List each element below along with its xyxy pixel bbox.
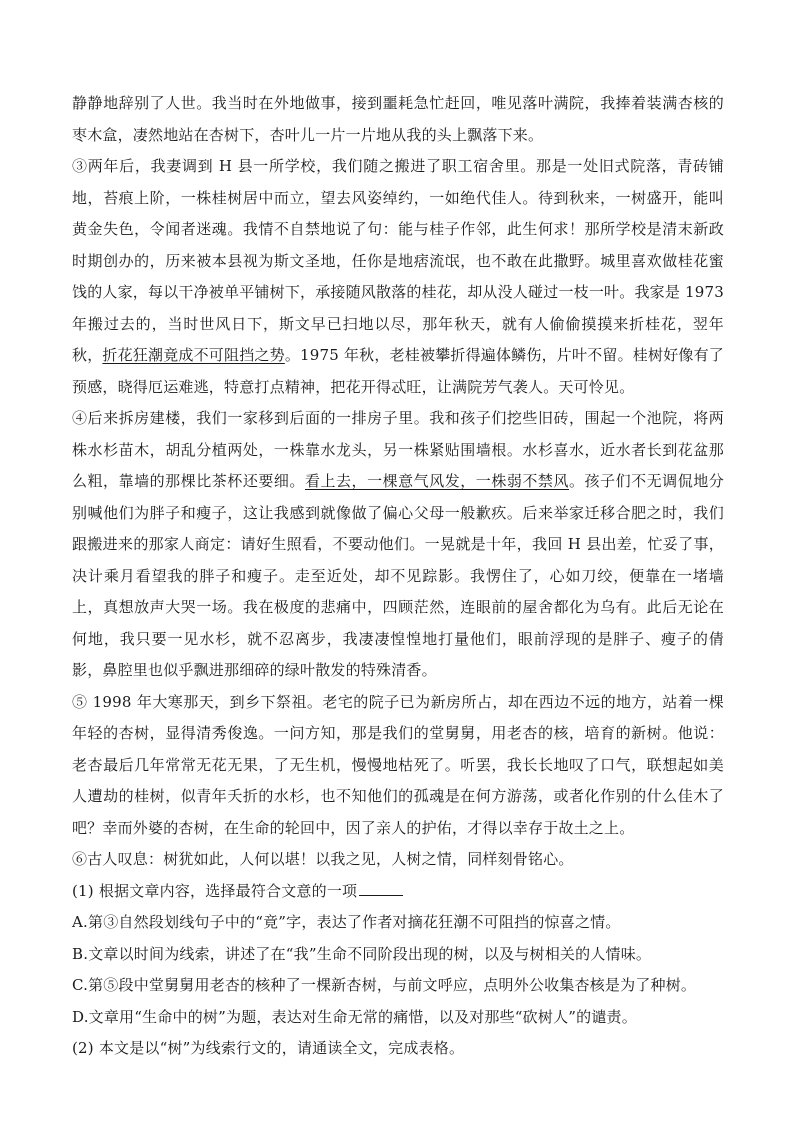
question-2: (2) 本文是以“树”为线索行文的，请通读全文，完成表格。: [72, 1039, 465, 1057]
answer-blank[interactable]: [359, 881, 403, 896]
paragraph-3-text-a: ③两年后，我妻调到 H 县一所学校，我们随之搬进了职工宿舍里。那是一处旧式院落，青砖铺地，苔痕上阶，一株桂树居中而立，望去风姿绰约，一如绝代佳人。待到秋来，一树盛开，能叫黄金失色，令闻者迷魂。我情不自禁地说了句：能与桂子作邻，此生何求！那所学校是清末新政时期创办的，历来被本县视为斯文圣地，任你是地痞流氓，也不敢在此撒野。城里喜欢做桂花蜜饯的人家，每以干净被单平铺树下，承接随风散落的桂花，却从没人碰过一枝一叶。我家是 1973 年搬过去的，当时世风日下，斯文早已扫地以尽，那年秋天，就有人偷偷摸摸来折桂花，翌年秋，: [72, 157, 724, 364]
question-1-text: (1) 根据文章内容，选择最符合文意的一项: [72, 881, 358, 900]
option-d: D.文章用“生命中的树”为题，表达对生命无常的痛惜，以及对那些“砍树人”的谴责。: [72, 1007, 637, 1026]
paragraph-continued: 静静地辞别了人世。我当时在外地做事，接到噩耗急忙赶回，唯见落叶满院，我捧着装满杏核的枣木盒，凄然地站在杏树下，杏叶儿一片一片地从我的头上飘落下来。: [72, 94, 724, 144]
document-page: [72, 88, 724, 1065]
paragraph-4-text-b: 。孩子们不无调侃地分别喊他们为胖子和瘦子，这让我感到就像做了偏心父母一般歉疚。后来举家迁移合肥之时，我们跟搬进来的那家人商定：请好生照看，不要动他们。一晃就是十年，我回 H 县出差，忙妥了事，决计乘月看望我的胖子和瘦子。走至近处，却不见踪影。我愣住了，心如刀绞，便靠在一堵墙上，真想放声大哭一场。我在极度的悲痛中，四顾茫然，连眼前的屋舍都化为乌有。此后无论在何地，我只要一见水杉，就不忍离步，我凄凄惶惶地打量他们，眼前浮现的是胖子、瘦子的倩影，鼻腔里也似乎飘进那细碎的绿叶散发的特殊清香。: [72, 472, 724, 679]
question-1: [72, 876, 724, 908]
paragraph-3: [72, 151, 724, 403]
option-a: A.第③自然段划线句子中的“竟”字，表达了作者对摘花狂潮不可阻挡的惊喜之情。: [72, 913, 621, 931]
paragraph-4: [72, 403, 724, 687]
paragraph-6: ⑥古人叹息：树犹如此，人何以堪！以我之见，人树之情，同样刻骨铭心。: [72, 850, 574, 868]
paragraph-4-text-a: ④后来拆房建楼，我们一家移到后面的一排房子里。我和孩子们挖些旧砖，围起一个池院，将两株水杉苗木，胡乱分植两处，一株靠水龙头，另一株紧贴围墙根。水杉喜水，近水者长到花盆那么粗，靠墙的那棵比茶杯还要细。: [72, 409, 724, 490]
option-c: C.第⑤段中堂舅舅用老杏的核种了一棵新杏树，与前文呼应，点明外公收集杏核是为了种树。: [72, 976, 697, 994]
option-b: B.文章以时间为线索，讲述了在“我”生命不同阶段出现的树，以及与树相关的人情味。: [72, 944, 652, 963]
paragraph-5: ⑤ 1998 年大寒那天，到乡下祭祖。老宅的院子已为新房所占，却在西边不远的地方，站着一棵年轻的杏树，显得清秀俊逸。一问方知，那是我们的堂舅舅，用老杏的核，培育的新树。他说：老杏最后几年常常无花无果，了无生机，慢慢地枯死了。听罢，我长长地叹了口气，联想起如美人遭劫的桂树，似青年夭折的水杉，也不知他们的孤魂是在何方游荡，或者化作别的什么佳木了吧？幸而外婆的杏树，在生命的轮回中，因了亲人的护佑，才得以幸存于故土之上。: [72, 692, 724, 837]
paragraph-3-text-b: 。1975 年秋，老桂被攀折得遍体鳞伤，片叶不留。桂树好像有了预感，晓得厄运难逃，特意打点精神，把花开得忒旺，让满院芳气袭人。天可怜见。: [72, 346, 724, 396]
paragraph-3-underlined-sentence: 折花狂潮竟成不可阻挡之势: [102, 346, 285, 364]
paragraph-4-underlined-sentence: 看上去，一棵意气风发，一株弱不禁风: [304, 472, 569, 490]
